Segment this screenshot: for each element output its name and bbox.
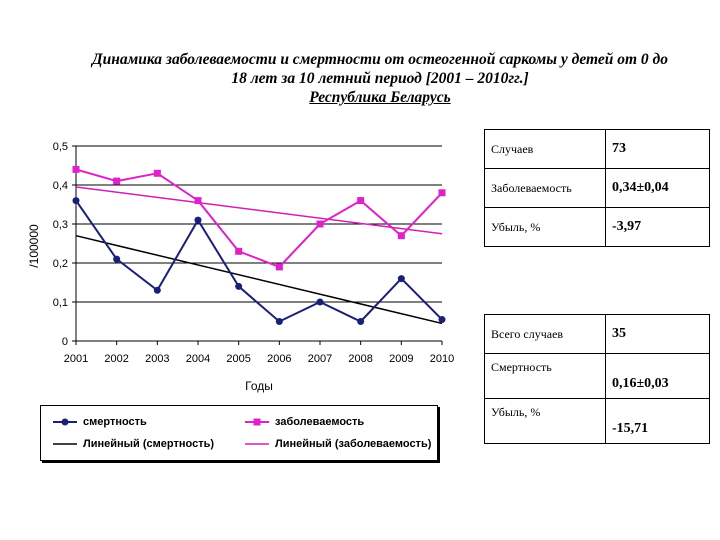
table-row (485, 130, 710, 169)
incidence-stats-table (484, 129, 710, 247)
data-point (357, 318, 364, 325)
table-row (485, 354, 710, 399)
series-line (76, 169, 442, 267)
legend-label: Линейный (смертность) (83, 438, 215, 450)
data-point (276, 318, 283, 325)
data-point (235, 248, 242, 255)
legend-label: заболеваемость (275, 416, 365, 428)
y-tick-label: 0,4 (52, 180, 68, 192)
legend-item-incidence-trend (245, 436, 431, 452)
legend-line-icon (53, 439, 77, 449)
x-tick-label: 2009 (389, 353, 414, 365)
data-point (73, 166, 80, 173)
legend-circle-marker-icon (53, 417, 77, 427)
x-axis-label: Годы (245, 379, 273, 393)
table-cell-value: 35 (606, 315, 710, 354)
data-point (154, 287, 161, 294)
data-point (276, 263, 283, 270)
table-cell-label: Заболеваемость (485, 169, 606, 208)
series-line (76, 201, 442, 322)
table-row (485, 399, 710, 444)
data-point (195, 217, 202, 224)
data-point (317, 221, 324, 228)
data-point (398, 232, 405, 239)
chart-legend (40, 405, 438, 461)
mortality-stats-table (484, 314, 710, 444)
legend-item-mortality-trend (53, 436, 214, 452)
table-cell-label: Убыль, % (485, 208, 606, 247)
table-cell-value: 0,34±0,04 (606, 169, 710, 208)
title-line-2: 18 лет за 10 летний период [2001 – 2010гг.] (231, 70, 529, 87)
data-point (73, 197, 80, 204)
data-point (317, 299, 324, 306)
data-point (357, 197, 364, 204)
x-tick-label: 2004 (185, 353, 211, 365)
table-cell-label: Убыль, % (485, 399, 606, 444)
data-point (113, 178, 120, 185)
data-point (195, 197, 202, 204)
x-tick-label: 2002 (104, 353, 129, 365)
legend-item-incidence (245, 414, 364, 430)
table-row (485, 169, 710, 208)
legend-item-mortality (53, 414, 147, 430)
y-tick-label: 0 (61, 336, 68, 348)
y-tick-label: 0,1 (52, 297, 68, 309)
y-tick-label: 0,2 (52, 258, 68, 270)
x-tick-label: 2003 (145, 353, 170, 365)
chart-axes (72, 146, 442, 345)
x-tick-label: 2006 (267, 353, 292, 365)
data-point (235, 283, 242, 290)
table-cell-value: -15,71 (606, 399, 710, 444)
trendline (76, 236, 442, 324)
x-tick-label: 2005 (226, 353, 251, 365)
table-cell-label: Всего случаев (485, 315, 606, 354)
data-point (113, 256, 120, 263)
y-tick-label: 0,5 (52, 141, 68, 153)
y-axis-label: /100000 (27, 224, 41, 268)
table-cell-value: 0,16±0,03 (606, 354, 710, 399)
title-line-1: Динамика заболеваемости и смертности от остеогенной саркомы у детей от 0 до (92, 51, 668, 68)
x-tick-label: 2007 (307, 353, 333, 365)
table-cell-value: -3,97 (606, 208, 710, 247)
data-point (439, 189, 446, 196)
table-cell-label: Смертность (485, 354, 606, 399)
legend-line-icon (245, 439, 269, 449)
data-point (398, 275, 405, 282)
x-tick-label: 2001 (63, 353, 89, 365)
legend-label: смертность (83, 416, 147, 428)
x-tick-label: 2010 (429, 353, 455, 365)
data-point (439, 316, 446, 323)
table-row (485, 208, 710, 247)
table-cell-label: Случаев (485, 130, 606, 169)
legend-square-marker-icon (245, 417, 269, 427)
table-row (485, 315, 710, 354)
x-tick-label: 2008 (348, 353, 373, 365)
y-tick-label: 0,3 (52, 219, 68, 231)
table-cell-value: 73 (606, 130, 710, 169)
trendline (76, 187, 442, 234)
title-line-3: Республика Беларусь (309, 89, 451, 106)
chart-series (73, 166, 446, 325)
legend-label: Линейный (заболеваемость) (275, 438, 432, 450)
data-point (154, 170, 161, 177)
